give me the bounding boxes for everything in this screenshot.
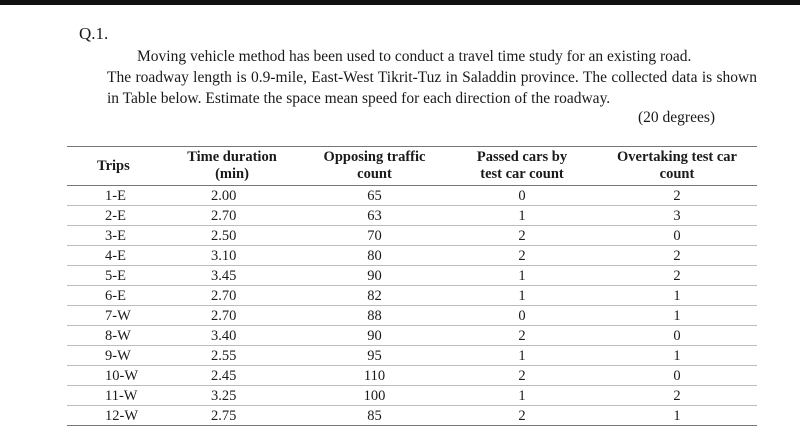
header-time-line1: Time duration [187,149,277,165]
cell-overtaking: 2 [597,246,757,266]
cell-trip: 6-E [67,286,162,306]
question-text [107,46,757,109]
cell-passed: 2 [447,326,597,346]
table-row [67,246,757,266]
header-overtaking-line2: count [659,166,695,182]
cell-trip: 11-W [67,386,162,406]
cell-time: 2.70 [162,206,302,226]
cell-time: 3.10 [162,246,302,266]
table-row [67,326,757,346]
cell-overtaking: 0 [597,326,757,346]
cell-time: 2.00 [162,186,302,206]
cell-time: 2.45 [162,366,302,386]
cell-opposing: 88 [302,306,447,326]
table-row [67,186,757,206]
cell-passed: 2 [447,246,597,266]
cell-trip: 8-W [67,326,162,346]
cell-opposing: 100 [302,386,447,406]
cell-overtaking: 2 [597,386,757,406]
cell-overtaking: 3 [597,206,757,226]
cell-overtaking: 0 [597,366,757,386]
cell-overtaking: 0 [597,226,757,246]
cell-passed: 0 [447,186,597,206]
cell-time: 2.70 [162,306,302,326]
cell-time: 2.75 [162,406,302,426]
cell-opposing: 90 [302,326,447,346]
cell-time: 3.25 [162,386,302,406]
header-passed-cars [447,147,597,186]
cell-opposing: 80 [302,246,447,266]
cell-opposing: 70 [302,226,447,246]
table-row [67,226,757,246]
cell-passed: 1 [447,286,597,306]
cell-trip: 10-W [67,366,162,386]
question-marks: (20 degrees) [638,109,716,126]
cell-overtaking: 2 [597,186,757,206]
cell-passed: 1 [447,346,597,366]
header-overtaking [597,147,757,186]
question-number: Q.1. [79,24,109,43]
cell-passed: 1 [447,266,597,286]
table-row [67,266,757,286]
cell-opposing: 95 [302,346,447,366]
cell-passed: 1 [447,386,597,406]
cell-passed: 1 [447,206,597,226]
header-trips: Trips [67,147,162,186]
table-row [67,366,757,386]
cell-opposing: 90 [302,266,447,286]
question-text-rest: The roadway length is 0.9-mile, East-West Tikrit-Tuz in Saladdin province. The collected data is shown in Table below. Estimate the space mean speed for each direction of the roadway. [107,69,757,107]
cell-trip: 7-W [67,306,162,326]
table-row [67,386,757,406]
cell-time: 3.40 [162,326,302,346]
header-passed-line2: test car count [480,166,564,182]
cell-opposing: 110 [302,366,447,386]
cell-trip: 12-W [67,406,162,426]
travel-time-table [67,146,757,426]
header-overtaking-line1: Overtaking test car [617,149,737,165]
cell-passed: 2 [447,406,597,426]
table-row [67,406,757,426]
table-row [67,346,757,366]
cell-overtaking: 1 [597,306,757,326]
cell-overtaking: 1 [597,346,757,366]
cell-overtaking: 2 [597,266,757,286]
cell-trip: 5-E [67,266,162,286]
cell-trip: 2-E [67,206,162,226]
cell-passed: 0 [447,306,597,326]
cell-overtaking: 1 [597,286,757,306]
cell-time: 2.50 [162,226,302,246]
cell-time: 3.45 [162,266,302,286]
cell-trip: 9-W [67,346,162,366]
table-row [67,286,757,306]
header-opposing-traffic [302,147,447,186]
cell-passed: 2 [447,366,597,386]
cell-overtaking: 1 [597,406,757,426]
header-opposing-line2: count [357,166,392,182]
table-row [67,306,757,326]
top-rule [0,0,800,5]
header-time-duration [162,147,302,186]
cell-time: 2.70 [162,286,302,306]
question-text-line1: Moving vehicle method has been used to conduct a travel time study for an existing road. [137,48,692,65]
cell-opposing: 82 [302,286,447,306]
cell-opposing: 63 [302,206,447,226]
cell-trip: 4-E [67,246,162,266]
cell-passed: 2 [447,226,597,246]
cell-opposing: 65 [302,186,447,206]
table-header-row [67,147,757,186]
header-passed-line1: Passed cars by [476,149,568,165]
cell-time: 2.55 [162,346,302,366]
cell-trip: 1-E [67,186,162,206]
cell-opposing: 85 [302,406,447,426]
header-time-line2: (min) [215,166,249,182]
table-row [67,206,757,226]
cell-trip: 3-E [67,226,162,246]
header-opposing-line1: Opposing traffic [323,149,426,165]
